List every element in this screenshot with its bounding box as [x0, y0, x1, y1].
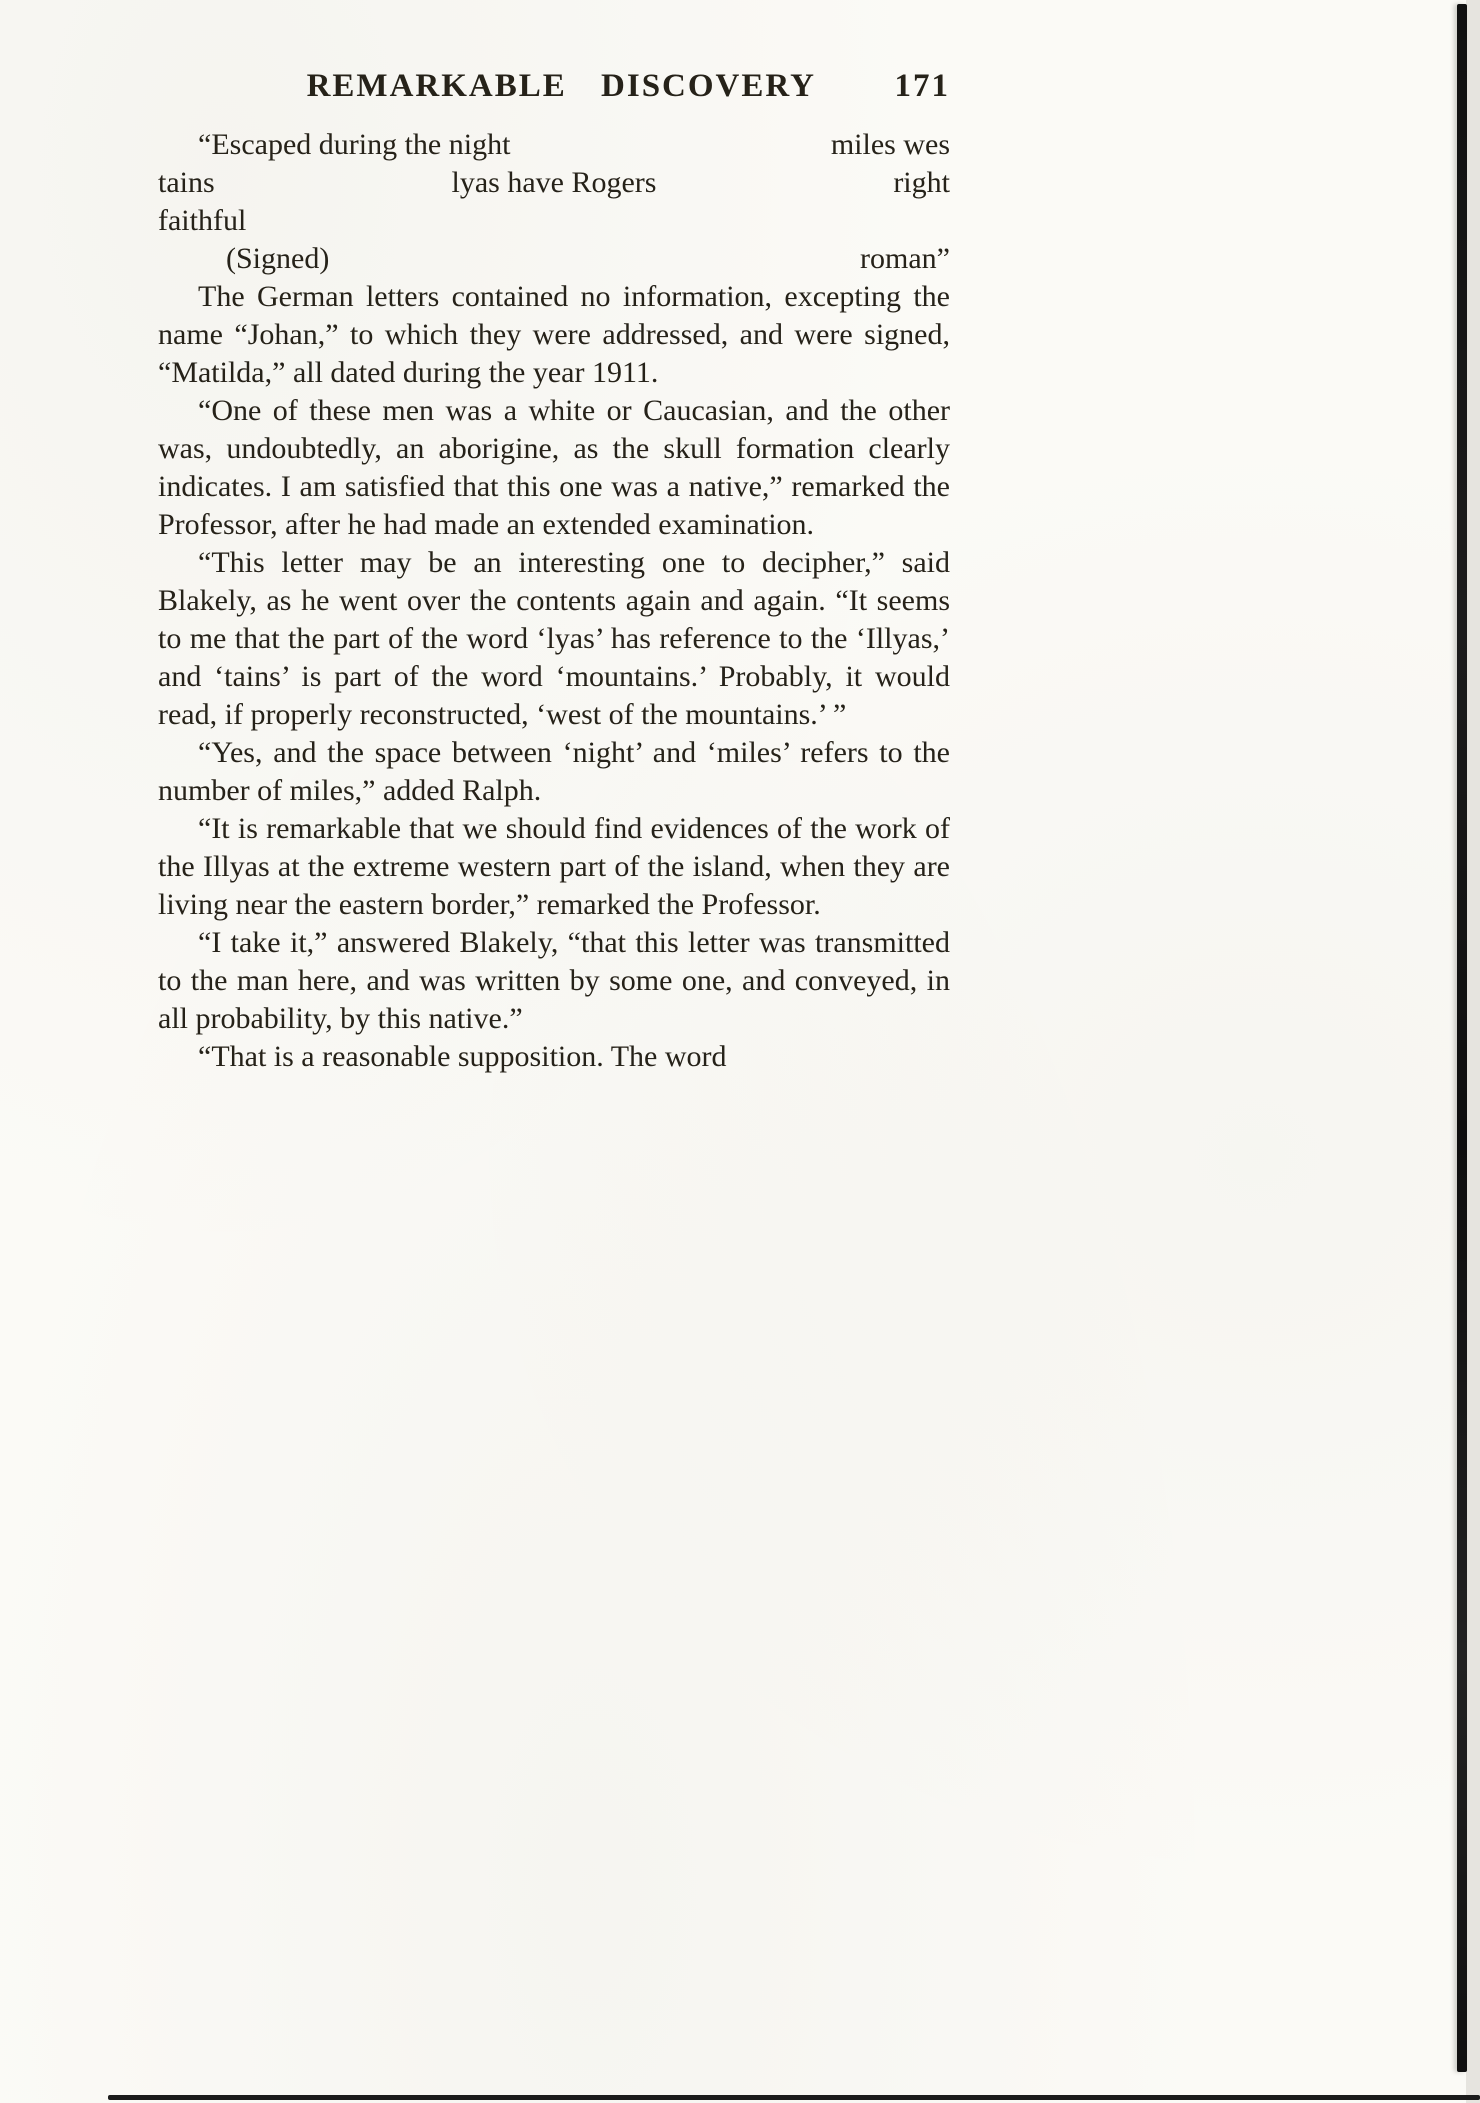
page-header [158, 66, 950, 106]
paragraph: “One of these men was a white or Caucasian, and the other was, undoubtedly, an aborigine, as the skull formation clearly indicates. I am satisfied that this one was a native,” remarked the Professor, after he had made an extended examination. [158, 394, 950, 541]
letter-fragment [158, 126, 950, 278]
paragraphs [158, 278, 950, 1076]
letter-line [158, 202, 950, 240]
letter-segment: roman” [860, 242, 950, 275]
letter-segment: tains [158, 166, 215, 199]
scan-binding-line [1457, 4, 1467, 2072]
paragraph: “Yes, and the space between ‘night’ and ‘miles’ refers to the number of miles,” added Ralph. [158, 736, 950, 807]
page-number: 171 [894, 68, 950, 104]
letter-segment: lyas have Rogers [451, 166, 657, 199]
text-block [158, 66, 950, 1076]
letter-line [158, 126, 950, 164]
scan-page-edge [1466, 0, 1480, 2103]
letter-line [158, 240, 950, 278]
letter-segment: miles wes [830, 128, 950, 161]
paragraph: “That is a reasonable supposition. The word [198, 1040, 727, 1073]
letter-segment: (Signed) [226, 242, 330, 275]
paragraph: The German letters contained no information, excepting the name “Johan,” to which they were addressed, and were signed, “Matilda,” all dated during the year 1911. [158, 280, 950, 389]
letter-segment: right [893, 166, 950, 199]
paragraph: “It is remarkable that we should find evidences of the work of the Illyas at the extreme western part of the island, when they are living near the eastern border,” remarked the Professor. [158, 812, 950, 921]
letter-line [158, 164, 950, 202]
paragraph: “This letter may be an interesting one to decipher,” said Blakely, as he went over the contents again and again. “It seems to me that the part of the word ‘lyas’ has reference to the ‘Illyas,’ and ‘tains’ is part of the word ‘mountains.’ Probably, it would read, if properly reconstructed, ‘west of the mountains.’ ” [158, 546, 950, 731]
paragraph: “I take it,” answered Blakely, “that this letter was transmitted to the man here, and was written by some one, and conveyed, in all probability, by this native.” [158, 926, 950, 1035]
letter-segment: faithful [158, 204, 247, 237]
scan-bottom-line [108, 2095, 1480, 2100]
letter-segment: “Escaped during the night [198, 128, 511, 161]
header-title: REMARKABLE DISCOVERY [306, 68, 816, 104]
